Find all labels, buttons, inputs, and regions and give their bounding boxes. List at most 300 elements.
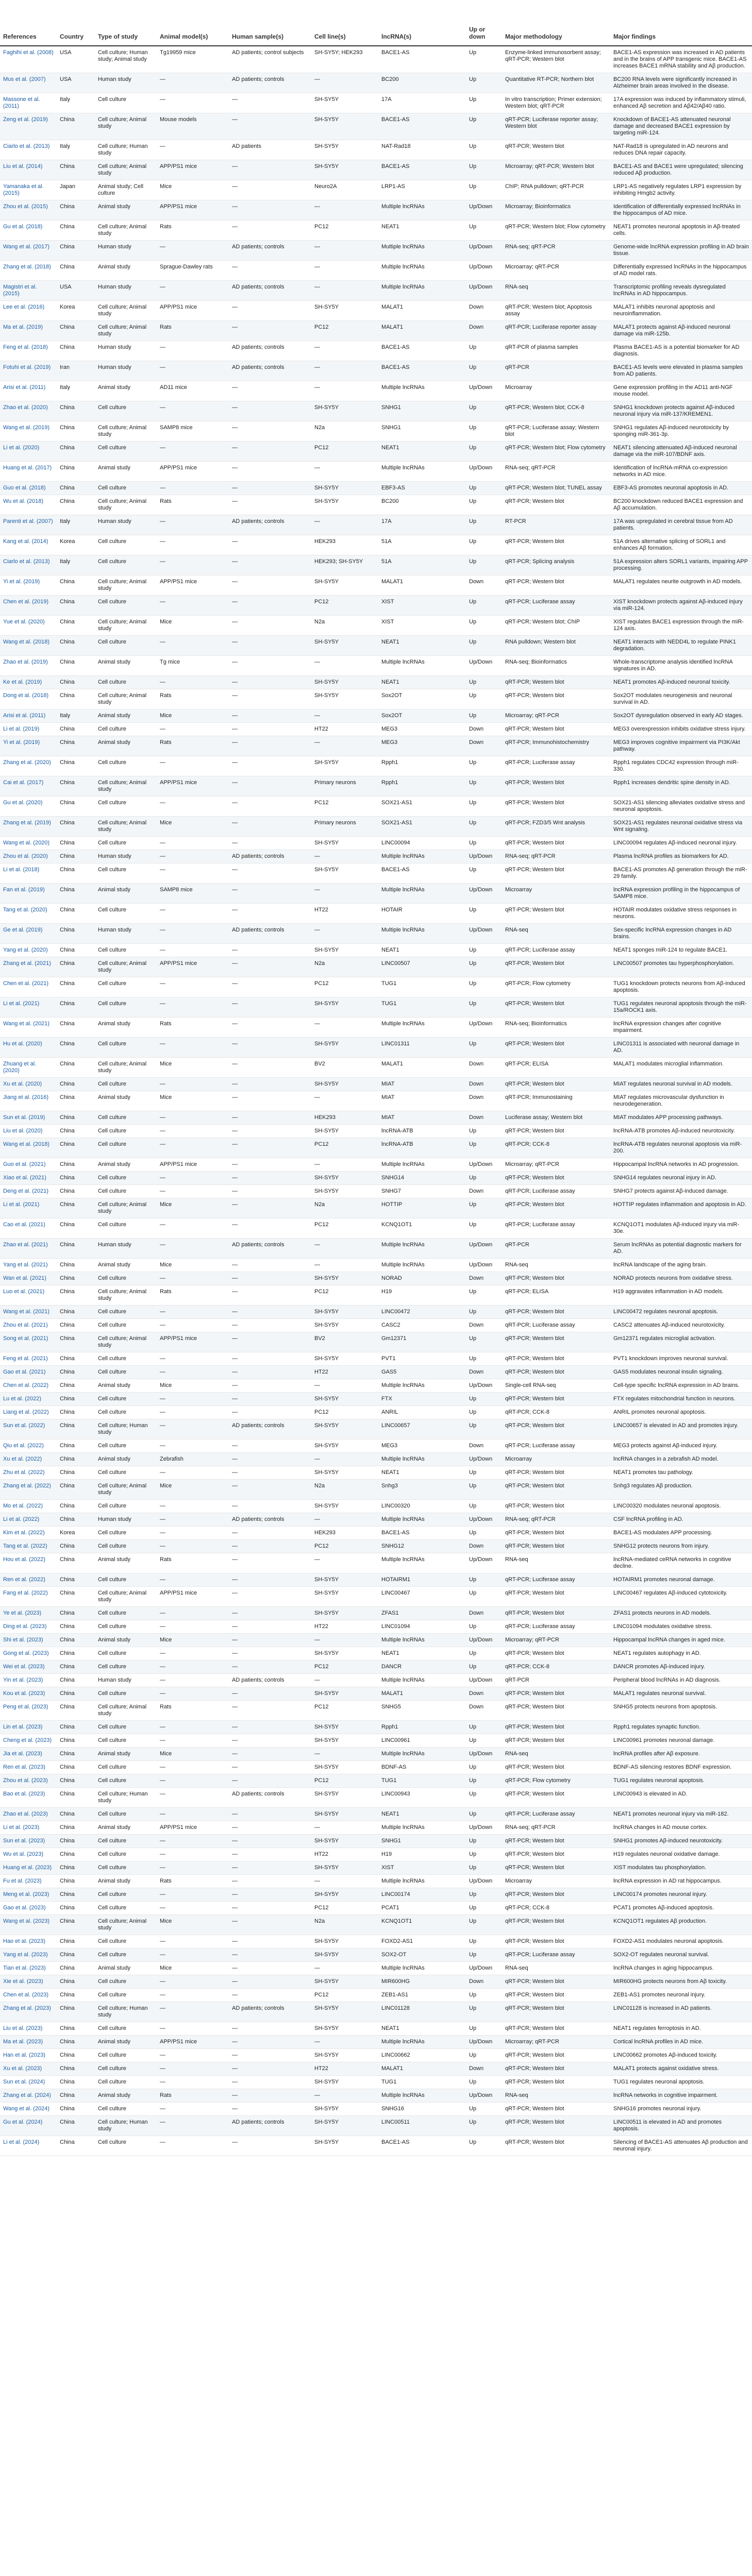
reference-link[interactable]: Sun et al. (2022) [0, 1419, 57, 1439]
reference-link[interactable]: Deng et al. (2021) [0, 1185, 57, 1198]
table-cell: qRT-PCR; ELISA [502, 1058, 610, 1078]
reference-link[interactable]: Xie et al. (2023) [0, 1975, 57, 1989]
reference-link[interactable]: Huang et al. (2023) [0, 1861, 57, 1875]
table-cell: Mice [157, 1198, 229, 1218]
table-cell: China [57, 796, 95, 817]
table-cell: SNHG7 [378, 1185, 466, 1198]
reference-link[interactable]: Ciarlo et al. (2013) [0, 555, 57, 575]
reference-link[interactable]: Cao et al. (2021) [0, 1218, 57, 1239]
table-cell: BC200 RNA levels were significantly increased in Alzheimer brain areas involved in the disease. [610, 73, 752, 93]
reference-link[interactable]: Han et al. (2023) [0, 2049, 57, 2062]
reference-link[interactable]: Zhang et al. (2021) [0, 957, 57, 977]
table-cell: Cell culture; Animal study [95, 575, 157, 596]
table-cell: SH-SY5Y [311, 2049, 378, 2062]
table-cell: China [57, 1734, 95, 1748]
table-cell: Cell culture [95, 1975, 157, 1989]
reference-link[interactable]: Meng et al. (2023) [0, 1888, 57, 1902]
table-cell: NEAT1 [378, 1466, 466, 1480]
table-row [0, 442, 752, 462]
table-cell: RNA-seq [502, 924, 610, 944]
table-cell: Zebrafish [157, 1453, 229, 1466]
reference-link[interactable]: Wang et al. (2021) [0, 1306, 57, 1319]
reference-link[interactable]: Kim et al. (2022) [0, 1527, 57, 1540]
reference-link[interactable]: Wei et al. (2023) [0, 1660, 57, 1674]
table-cell: Italy [57, 93, 95, 113]
table-cell: — [229, 1620, 311, 1634]
table-cell: qRT-PCR; Western blot [502, 140, 610, 160]
reference-link[interactable]: Li et al. (2020) [0, 442, 57, 462]
reference-link[interactable]: Xiao et al. (2021) [0, 1172, 57, 1185]
reference-link[interactable]: Zhou et al. (2023) [0, 1774, 57, 1788]
reference-link[interactable]: Tang et al. (2020) [0, 904, 57, 924]
reference-link[interactable]: Wang et al. (2023) [0, 1915, 57, 1935]
table-cell: — [229, 884, 311, 904]
table-cell: Cell culture [95, 1774, 157, 1788]
reference-link[interactable]: Ren et al. (2023) [0, 1761, 57, 1774]
table-cell: qRT-PCR; Western blot; ChIP [502, 616, 610, 636]
reference-link[interactable]: Tian et al. (2023) [0, 1962, 57, 1975]
reference-link[interactable]: Hao et al. (2023) [0, 1935, 57, 1948]
table-cell: — [229, 1647, 311, 1660]
table-cell: Korea [57, 301, 95, 321]
table-cell: MALAT1 inhibits neuronal apoptosis and neuroinflammation. [610, 301, 752, 321]
table-cell: SH-SY5Y [311, 482, 378, 495]
table-cell: RNA-seq [502, 2089, 610, 2103]
reference-link[interactable]: Dong et al. (2018) [0, 689, 57, 709]
table-cell: Up/Down [466, 1634, 502, 1647]
table-row [0, 2049, 752, 2062]
reference-link[interactable]: Feng et al. (2021) [0, 1352, 57, 1366]
table-cell: ChIP; RNA pulldown; qRT-PCR [502, 180, 610, 200]
reference-link[interactable]: Li et al. (2021) [0, 997, 57, 1018]
table-cell: Down [466, 1185, 502, 1198]
reference-link[interactable]: Wang et al. (2018) [0, 636, 57, 656]
table-cell: SH-SY5Y [311, 837, 378, 850]
reference-link[interactable]: Gu et al. (2020) [0, 796, 57, 817]
table-cell: China [57, 977, 95, 997]
reference-link[interactable]: Liang et al. (2022) [0, 1406, 57, 1419]
table-cell: XIST [378, 596, 466, 616]
reference-link[interactable]: Xu et al. (2022) [0, 1453, 57, 1466]
reference-link[interactable]: Sun et al. (2023) [0, 1835, 57, 1848]
reference-link[interactable]: Wang et al. (2024) [0, 2103, 57, 2116]
table-cell: Gm12371 regulates microglial activation. [610, 1332, 752, 1352]
reference-link[interactable]: Ren et al. (2022) [0, 1573, 57, 1587]
reference-link[interactable]: Lee et al. (2016) [0, 301, 57, 321]
table-cell: Sox2OT [378, 709, 466, 723]
table-cell: SH-SY5Y [311, 756, 378, 776]
table-cell: MALAT1 [378, 2062, 466, 2076]
table-cell: — [157, 977, 229, 997]
table-cell: ZEB1-AS1 [378, 1989, 466, 2002]
table-cell: Cell culture [95, 1272, 157, 1285]
reference-link[interactable]: Liu et al. (2020) [0, 1125, 57, 1138]
table-cell: qRT-PCR; Western blot [502, 1861, 610, 1875]
table-cell: China [57, 321, 95, 341]
reference-link[interactable]: Peng et al. (2023) [0, 1701, 57, 1721]
reference-link[interactable]: Faghihi et al. (2008) [0, 46, 57, 73]
table-cell: — [229, 401, 311, 421]
table-cell: — [229, 1285, 311, 1306]
table-cell: Cell culture; Animal study [95, 1285, 157, 1306]
table-cell: China [57, 1935, 95, 1948]
table-cell: — [229, 596, 311, 616]
table-cell: Up/Down [466, 381, 502, 401]
reference-link[interactable]: Magistri et al. (2015) [0, 281, 57, 301]
table-row [0, 1419, 752, 1439]
reference-link[interactable]: Fan et al. (2019) [0, 884, 57, 904]
reference-link[interactable]: Hu et al. (2020) [0, 1038, 57, 1058]
table-cell: China [57, 442, 95, 462]
reference-link[interactable]: Liu et al. (2014) [0, 160, 57, 180]
table-cell: Cell culture [95, 1687, 157, 1701]
reference-link[interactable]: Yang et al. (2021) [0, 1259, 57, 1272]
table-cell: LINC01311 is associated with neuronal damage in AD. [610, 1038, 752, 1058]
table-cell: — [229, 1058, 311, 1078]
table-cell: Up [466, 361, 502, 381]
reference-link[interactable]: Wang et al. (2018) [0, 1138, 57, 1158]
table-cell: Rpph1 [378, 776, 466, 796]
reference-link[interactable]: Ciarlo et al. (2013) [0, 140, 57, 160]
table-cell: Cell culture [95, 1393, 157, 1406]
reference-link[interactable]: Yang et al. (2020) [0, 944, 57, 957]
reference-link[interactable]: Jiang et al. (2016) [0, 1091, 57, 1111]
reference-link[interactable]: Gao et al. (2023) [0, 1902, 57, 1915]
table-cell: — [229, 381, 311, 401]
table-cell: Up [466, 1660, 502, 1674]
table-row [0, 93, 752, 113]
reference-link[interactable]: Li et al. (2021) [0, 1198, 57, 1218]
reference-link[interactable]: Wan et al. (2021) [0, 1272, 57, 1285]
reference-link[interactable]: Gong et al. (2023) [0, 1647, 57, 1660]
table-cell: RNA-seq [502, 1748, 610, 1761]
table-cell: LINC00511 [378, 2116, 466, 2136]
table-cell: China [57, 1239, 95, 1259]
table-cell: — [157, 2002, 229, 2022]
reference-link[interactable]: Ge et al. (2019) [0, 924, 57, 944]
table-cell: CASC2 [378, 1319, 466, 1332]
table-cell: Up [466, 2103, 502, 2116]
reference-link[interactable]: Yang et al. (2023) [0, 1948, 57, 1962]
table-cell: Mice [157, 1259, 229, 1272]
table-cell: Up/Down [466, 1513, 502, 1527]
table-cell: — [229, 1935, 311, 1948]
table-cell: China [57, 2062, 95, 2076]
reference-link[interactable]: Shi et al. (2023) [0, 1634, 57, 1647]
table-cell: Korea [57, 1527, 95, 1540]
reference-link[interactable]: Zhuang et al. (2020) [0, 1058, 57, 1078]
reference-link[interactable]: Yi et al. (2019) [0, 575, 57, 596]
reference-link[interactable]: Li et al. (2024) [0, 2136, 57, 2156]
reference-link[interactable]: Bao et al. (2023) [0, 1788, 57, 1808]
table-cell: — [311, 924, 378, 944]
table-cell: BV2 [311, 1332, 378, 1352]
table-cell: Cell culture [95, 1540, 157, 1553]
table-row [0, 1285, 752, 1306]
reference-link[interactable]: Wu et al. (2018) [0, 495, 57, 515]
reference-link[interactable]: Feng et al. (2018) [0, 341, 57, 361]
reference-link[interactable]: Mus et al. (2007) [0, 73, 57, 93]
table-cell: Japan [57, 180, 95, 200]
table-cell: Multiple lncRNAs [378, 884, 466, 904]
reference-link[interactable]: Xu et al. (2023) [0, 2062, 57, 2076]
reference-link[interactable]: Lin et al. (2023) [0, 1721, 57, 1734]
table-cell: Up [466, 863, 502, 884]
reference-link[interactable]: Song et al. (2021) [0, 1332, 57, 1352]
table-cell: — [157, 1835, 229, 1848]
reference-link[interactable]: Yi et al. (2019) [0, 736, 57, 756]
reference-link[interactable]: Hou et al. (2022) [0, 1553, 57, 1573]
reference-link[interactable]: Chen et al. (2022) [0, 1379, 57, 1393]
reference-link[interactable]: Li et al. (2019) [0, 723, 57, 736]
table-cell: Mice [157, 1058, 229, 1078]
table-row [0, 515, 752, 535]
reference-link[interactable]: Sun et al. (2019) [0, 1111, 57, 1125]
reference-link[interactable]: Liu et al. (2023) [0, 2022, 57, 2036]
table-cell: Microarray [502, 884, 610, 904]
table-cell: SH-SY5Y [311, 1888, 378, 1902]
table-cell: — [157, 2062, 229, 2076]
reference-link[interactable]: Fu et al. (2023) [0, 1875, 57, 1888]
reference-link[interactable]: Zhou et al. (2021) [0, 1319, 57, 1332]
table-cell: CSF lncRNA profiling in AD. [610, 1513, 752, 1527]
table-cell: Up [466, 1935, 502, 1948]
table-cell: N2a [311, 1480, 378, 1500]
table-cell: — [229, 1393, 311, 1406]
table-cell: MIR600HG protects neurons from Aβ toxicity. [610, 1975, 752, 1989]
table-cell: — [229, 221, 311, 241]
reference-link[interactable]: Kou et al. (2023) [0, 1687, 57, 1701]
table-cell: China [57, 113, 95, 140]
table-cell: Up/Down [466, 1875, 502, 1888]
table-row [0, 1587, 752, 1607]
table-row [0, 997, 752, 1018]
table-cell: SNHG14 [378, 1172, 466, 1185]
table-cell: Up [466, 160, 502, 180]
table-cell: AD patients; controls [229, 1513, 311, 1527]
reference-link[interactable]: Luo et al. (2021) [0, 1285, 57, 1306]
table-cell: China [57, 160, 95, 180]
table-cell: Up/Down [466, 261, 502, 281]
table-cell: Sex-specific lncRNA expression changes in AD brains. [610, 924, 752, 944]
table-cell: — [229, 1721, 311, 1734]
reference-link[interactable]: Gu et al. (2024) [0, 2116, 57, 2136]
table-cell: Up [466, 482, 502, 495]
table-cell: qRT-PCR; Western blot [502, 1272, 610, 1285]
reference-link[interactable]: Wang et al. (2021) [0, 1018, 57, 1038]
reference-link[interactable]: Zhao et al. (2023) [0, 1808, 57, 1821]
reference-link[interactable]: Chen et al. (2019) [0, 596, 57, 616]
table-cell: Down [466, 1058, 502, 1078]
table-cell: — [229, 1835, 311, 1848]
table-cell: qRT-PCR; CCK-8 [502, 1902, 610, 1915]
table-cell: — [229, 1439, 311, 1453]
reference-link[interactable]: Zhu et al. (2022) [0, 1466, 57, 1480]
table-cell: — [157, 1366, 229, 1379]
reference-link[interactable]: Sun et al. (2024) [0, 2076, 57, 2089]
table-row [0, 361, 752, 381]
reference-link[interactable]: Wu et al. (2023) [0, 1848, 57, 1861]
table-cell: MALAT1 protects against Aβ-induced neuronal damage via miR-125b. [610, 321, 752, 341]
reference-link[interactable]: Li et al. (2018) [0, 863, 57, 884]
reference-link[interactable]: Zhang et al. (2018) [0, 261, 57, 281]
table-cell: N2a [311, 421, 378, 442]
reference-link[interactable]: Tang et al. (2022) [0, 1540, 57, 1553]
reference-link[interactable]: Cheng et al. (2023) [0, 1734, 57, 1748]
reference-link[interactable]: Yamanaka et al. (2015) [0, 180, 57, 200]
table-cell: LINC00467 regulates Aβ-induced cytotoxicity. [610, 1587, 752, 1607]
table-cell: Down [466, 736, 502, 756]
reference-link[interactable]: Massone et al. (2011) [0, 93, 57, 113]
table-cell: Up [466, 1352, 502, 1366]
table-row [0, 1319, 752, 1332]
table-cell: Up [466, 957, 502, 977]
reference-link[interactable]: Cai et al. (2017) [0, 776, 57, 796]
table-cell: APP/PS1 mice [157, 301, 229, 321]
reference-link[interactable]: Li et al. (2023) [0, 1821, 57, 1835]
table-cell: Mice [157, 1962, 229, 1975]
table-cell: SH-SY5Y [311, 2022, 378, 2036]
table-cell: lncRNA networks in cognitive impairment. [610, 2089, 752, 2103]
table-cell: Down [466, 575, 502, 596]
reference-link[interactable]: Li et al. (2022) [0, 1513, 57, 1527]
table-cell: — [157, 1573, 229, 1587]
reference-link[interactable]: Parenti et al. (2007) [0, 515, 57, 535]
table-cell: Up/Down [466, 924, 502, 944]
table-cell: China [57, 1480, 95, 1500]
table-cell: qRT-PCR; Western blot [502, 837, 610, 850]
reference-link[interactable]: Arisi et al. (2011) [0, 709, 57, 723]
table-cell: China [57, 1125, 95, 1138]
table-cell: qRT-PCR; Western blot [502, 723, 610, 736]
table-cell: qRT-PCR; Western blot [502, 997, 610, 1018]
table-cell: FTX regulates mitochondrial function in neurons. [610, 1393, 752, 1406]
table-cell: — [157, 756, 229, 776]
reference-link[interactable]: Guo et al. (2021) [0, 1158, 57, 1172]
reference-link[interactable]: Ye et al. (2023) [0, 1607, 57, 1620]
table-cell: DANCR promotes Aβ-induced injury. [610, 1660, 752, 1674]
table-row [0, 1239, 752, 1259]
table-cell: — [157, 636, 229, 656]
table-cell: lncRNA expression profiling in the hippocampus of SAMP8 mice. [610, 884, 752, 904]
reference-link[interactable]: Zhang et al. (2024) [0, 2089, 57, 2103]
table-row [0, 977, 752, 997]
table-cell: China [57, 2089, 95, 2103]
table-cell: Down [466, 1272, 502, 1285]
table-cell: XIST [378, 616, 466, 636]
reference-link[interactable]: Yue et al. (2020) [0, 616, 57, 636]
reference-link[interactable]: Ma et al. (2019) [0, 321, 57, 341]
reference-link[interactable]: Zhao et al. (2019) [0, 656, 57, 676]
table-cell: Up [466, 904, 502, 924]
table-cell: China [57, 1018, 95, 1038]
table-cell: qRT-PCR; Western blot [502, 1480, 610, 1500]
reference-link[interactable]: Yin et al. (2023) [0, 1674, 57, 1687]
table-cell: — [157, 1513, 229, 1527]
reference-link[interactable]: Huang et al. (2017) [0, 462, 57, 482]
table-cell: ZEB1-AS1 promotes neuronal injury. [610, 1989, 752, 2002]
table-cell: Up [466, 495, 502, 515]
table-cell: Up [466, 341, 502, 361]
reference-link[interactable]: Zhang et al. (2023) [0, 2002, 57, 2022]
reference-link[interactable]: Zhou et al. (2020) [0, 850, 57, 863]
table-cell: SH-SY5Y [311, 689, 378, 709]
table-cell: PVT1 [378, 1352, 466, 1366]
table-cell: Cell culture [95, 1406, 157, 1419]
reference-link[interactable]: Arisi et al. (2011) [0, 381, 57, 401]
table-cell: Cell culture [95, 1306, 157, 1319]
table-cell: TUG1 regulates neuronal apoptosis. [610, 2076, 752, 2089]
table-cell: qRT-PCR; Western blot [502, 676, 610, 689]
reference-link[interactable]: Mo et al. (2022) [0, 1500, 57, 1513]
table-cell: — [229, 1138, 311, 1158]
table-row [0, 1480, 752, 1500]
reference-link[interactable]: Gao et al. (2021) [0, 1366, 57, 1379]
table-cell: — [229, 1125, 311, 1138]
reference-link[interactable]: Fotuhi et al. (2019) [0, 361, 57, 381]
reference-link[interactable]: Qiu et al. (2022) [0, 1439, 57, 1453]
table-cell: LINC01094 modulates oxidative stress. [610, 1620, 752, 1634]
reference-link[interactable]: Gu et al. (2018) [0, 221, 57, 241]
reference-link[interactable]: Xu et al. (2020) [0, 1078, 57, 1091]
reference-link[interactable]: Wang et al. (2019) [0, 421, 57, 442]
table-cell: — [229, 1774, 311, 1788]
reference-link[interactable]: Jia et al. (2023) [0, 1748, 57, 1761]
table-cell: Up [466, 1734, 502, 1748]
reference-link[interactable]: Zhao et al. (2020) [0, 401, 57, 421]
reference-link[interactable]: Ke et al. (2019) [0, 676, 57, 689]
reference-link[interactable]: Zhang et al. (2020) [0, 756, 57, 776]
table-cell: — [157, 515, 229, 535]
reference-link[interactable]: Chen et al. (2021) [0, 977, 57, 997]
table-cell: Human study [95, 850, 157, 863]
reference-link[interactable]: Lu et al. (2022) [0, 1393, 57, 1406]
table-cell: Multiple lncRNAs [378, 1962, 466, 1975]
reference-link[interactable]: Zhang et al. (2019) [0, 817, 57, 837]
table-cell: Up [466, 1861, 502, 1875]
table-cell: Cell culture [95, 1573, 157, 1587]
table-cell: RNA-seq; Bioinformatics [502, 656, 610, 676]
table-row [0, 1540, 752, 1553]
table-cell: qRT-PCR; CCK-8 [502, 1660, 610, 1674]
table-cell: qRT-PCR; Western blot [502, 2116, 610, 2136]
reference-link[interactable]: Zhang et al. (2022) [0, 1480, 57, 1500]
table-cell: Up [466, 1466, 502, 1480]
reference-link[interactable]: Zeng et al. (2019) [0, 113, 57, 140]
reference-link[interactable]: Wang et al. (2017) [0, 241, 57, 261]
reference-link[interactable]: Ma et al. (2023) [0, 2036, 57, 2049]
reference-link[interactable]: Ding et al. (2023) [0, 1620, 57, 1634]
reference-link[interactable]: Wang et al. (2020) [0, 837, 57, 850]
table-cell: Up [466, 2049, 502, 2062]
table-cell: — [157, 1721, 229, 1734]
table-cell: Animal study [95, 656, 157, 676]
table-cell: Hippocampal lncRNA networks in AD progression. [610, 1158, 752, 1172]
table-cell: Animal study [95, 1453, 157, 1466]
table-cell: MEG3 [378, 1439, 466, 1453]
reference-link[interactable]: Zhou et al. (2015) [0, 200, 57, 221]
table-cell: AD patients; controls [229, 1239, 311, 1259]
reference-link[interactable]: Kang et al. (2014) [0, 535, 57, 555]
reference-link[interactable]: Guo et al. (2018) [0, 482, 57, 495]
table-row [0, 596, 752, 616]
reference-link[interactable]: Zhao et al. (2021) [0, 1239, 57, 1259]
table-cell: SH-SY5Y [311, 1948, 378, 1962]
table-cell: Cell culture [95, 904, 157, 924]
table-cell: qRT-PCR; Western blot [502, 1527, 610, 1540]
reference-link[interactable]: Chen et al. (2023) [0, 1989, 57, 2002]
reference-link[interactable]: Fang et al. (2022) [0, 1587, 57, 1607]
